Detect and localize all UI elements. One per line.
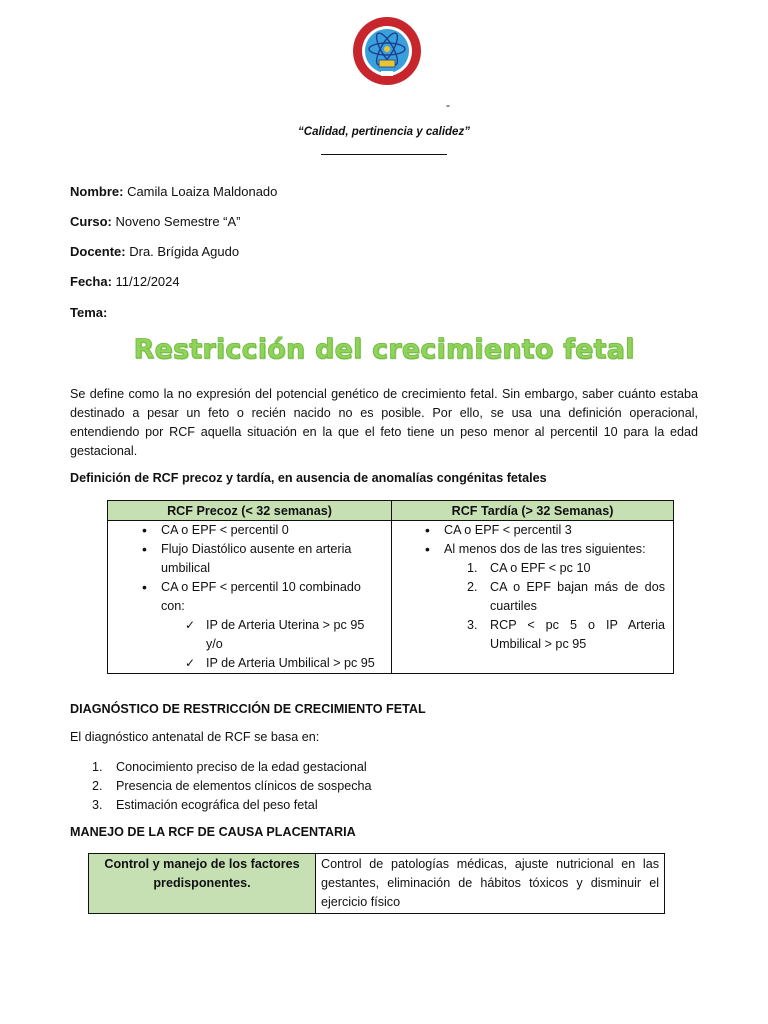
definition-heading: Definición de RCF precoz y tardía, en ausencia de anomalías congénitas fetales: [70, 471, 547, 485]
item-number: 1.: [92, 760, 103, 774]
field-value: Noveno Semestre “A”: [111, 214, 241, 229]
field-label: Fecha:: [70, 274, 112, 289]
precoz-check-list: [108, 616, 391, 673]
item-number: 2.: [92, 779, 103, 793]
precoz-list: [108, 521, 391, 616]
field-nombre: [70, 184, 277, 199]
item-text: CA o EPF bajan más de dos cuartiles: [490, 580, 665, 613]
list-item: [92, 758, 372, 777]
col-header-tardia: RCF Tardía (> 32 Semanas): [392, 501, 674, 521]
motto-underline: [321, 154, 447, 155]
check-item: ✓ IP de Arteria Umbilical > pc 95: [206, 654, 383, 673]
field-fecha: [70, 274, 180, 289]
diagnosis-intro: El diagnóstico antenatal de RCF se basa en:: [70, 730, 320, 744]
tardia-numbered-list: [392, 559, 673, 654]
management-table: [88, 853, 665, 914]
item-text: Presencia de elementos clínicos de sospecha: [116, 779, 372, 793]
numbered-item: [467, 559, 665, 578]
item-text: Conocimiento preciso de la edad gestacional: [116, 760, 367, 774]
tardia-list: [392, 521, 673, 559]
list-item: • CA o EPF < percentil 0: [161, 521, 383, 540]
management-factor-cell: Control y manejo de los factores predisponentes.: [89, 854, 316, 914]
item-number: 2.: [467, 580, 478, 594]
field-label: Nombre:: [70, 184, 124, 199]
item-text: Estimación ecográfica del peso fetal: [116, 798, 318, 812]
intro-paragraph: Se define como la no expresión del potencial genético de crecimiento fetal. Sin embargo, saber cuánto estaba destinado a pesar un feto o recién nacido no es posible. Por ello, se usa una definición operacional, entendiendo por RCF aquella situación en la que el feto tiene un peso menor al percentil 10 para la edad gestacional.: [70, 387, 698, 458]
item-text: CA o EPF < pc 10: [490, 561, 591, 575]
item-number: 3.: [92, 798, 103, 812]
item-text: RCP < pc 5 o IP Arteria Umbilical > pc 95: [490, 618, 665, 651]
precoz-cell: [108, 521, 392, 674]
tardia-cell: [392, 521, 674, 674]
field-label: Curso:: [70, 214, 112, 229]
document-title: Restricción del crecimiento fetal: [133, 334, 635, 365]
motto: “Calidad, pertinencia y calidez”: [298, 126, 470, 138]
numbered-item: [467, 616, 665, 654]
field-value: 11/12/2024: [111, 274, 180, 289]
university-seal-icon: [352, 16, 422, 86]
list-item: • Al menos dos de las tres siguientes:: [444, 540, 665, 559]
management-heading: MANEJO DE LA RCF DE CAUSA PLACENTARIA: [70, 825, 356, 839]
list-item: [92, 796, 372, 815]
list-item: [92, 777, 372, 796]
diagnosis-heading: DIAGNÓSTICO DE RESTRICCIÓN DE CRECIMIENTO FETAL: [70, 702, 426, 716]
col-header-precoz: RCF Precoz (< 32 semanas): [108, 501, 392, 521]
header-dash: -: [446, 98, 450, 112]
diagnosis-list: [92, 758, 372, 815]
list-item: • CA o EPF < percentil 10 combinado con:: [161, 578, 383, 616]
field-value: Dra. Brígida Agudo: [125, 244, 240, 259]
numbered-item: [467, 578, 665, 616]
item-number: 1.: [467, 561, 478, 575]
check-item: ✓ IP de Arteria Uterina > pc 95 y/o: [206, 616, 383, 654]
field-tema: [70, 305, 107, 320]
field-label: Tema:: [70, 305, 108, 320]
list-item: • CA o EPF < percentil 3: [444, 521, 665, 540]
field-value: Camila Loaiza Maldonado: [123, 184, 278, 199]
field-curso: [70, 214, 241, 229]
rcf-definition-table: [107, 500, 674, 674]
item-number: 3.: [467, 618, 478, 632]
field-label: Docente:: [70, 244, 126, 259]
management-detail-cell: Control de patologías médicas, ajuste nutricional en las gestantes, eliminación de hábitos tóxicos y disminuir el ejercicio físico: [316, 854, 665, 914]
list-item: • Flujo Diastólico ausente en arteria umbilical: [161, 540, 383, 578]
field-docente: [70, 244, 239, 259]
